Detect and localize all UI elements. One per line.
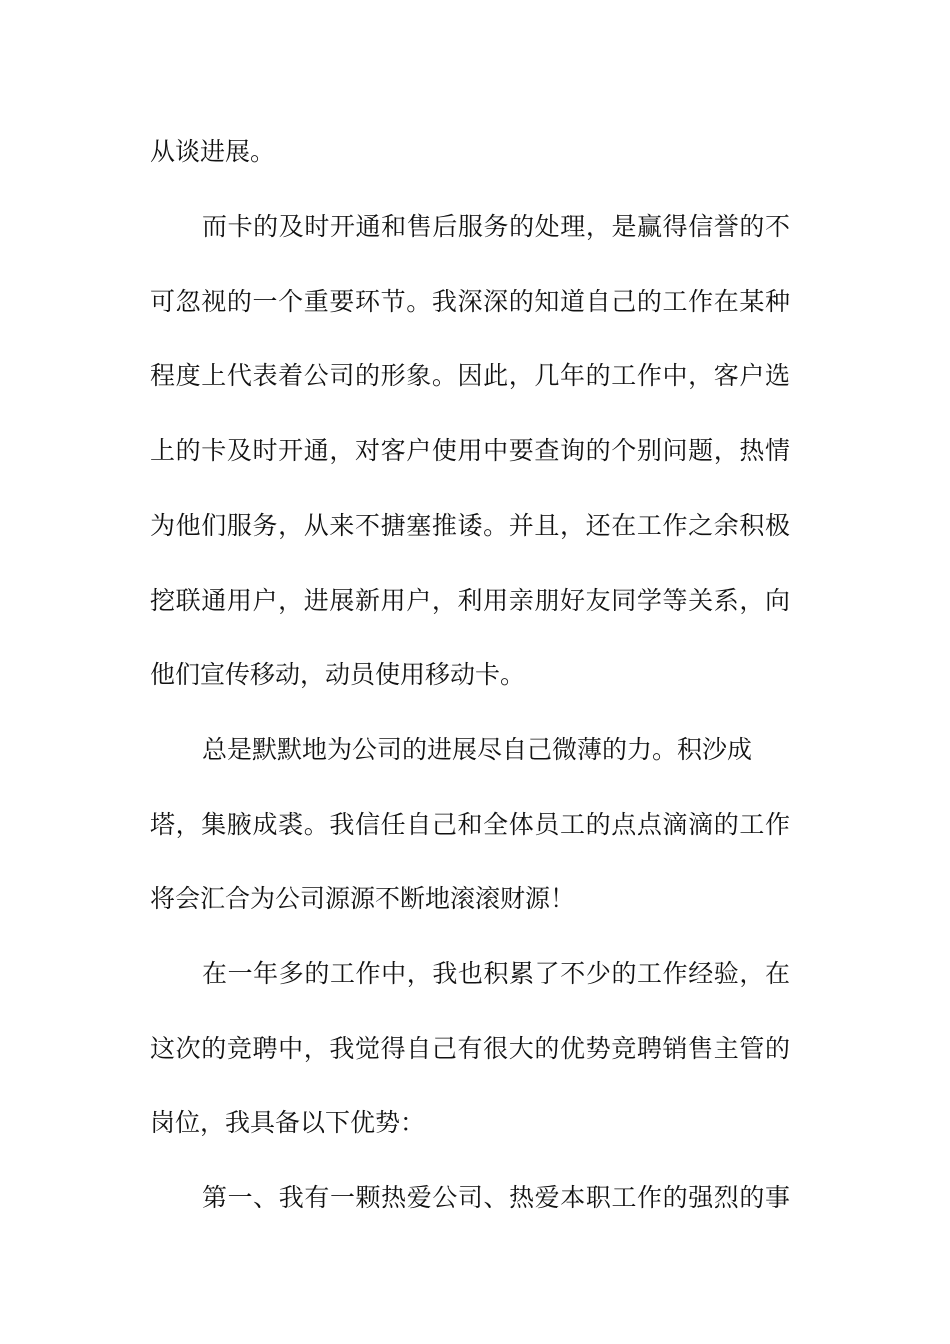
text-line: 他们宣传移动，动员使用移动卡。 bbox=[150, 660, 526, 689]
paragraph-first-line: 总是默默地为公司的进展尽自己微薄的力。积沙成 bbox=[202, 735, 753, 764]
text-line: 程度上代表着公司的形象。因此，几年的工作中，客户选 bbox=[150, 361, 790, 390]
text-line: 从谈进展。 bbox=[150, 137, 276, 166]
paragraph-first-line: 在一年多的工作中，我也积累了不少的工作经验，在 bbox=[202, 959, 790, 988]
text-line: 可忽视的一个重要环节。我深深的知道自己的工作在某种 bbox=[150, 287, 790, 316]
text-line: 塔，集腋成裘。我信任自己和全体员工的点点滴滴的工作 bbox=[150, 810, 790, 839]
paragraph-first-line: 而卡的及时开通和售后服务的处理，是赢得信誉的不 bbox=[202, 212, 790, 241]
paragraph-first-line: 第一、我有一颗热爱公司、热爱本职工作的强烈的事 bbox=[202, 1183, 790, 1212]
text-line: 岗位，我具备以下优势： bbox=[150, 1108, 426, 1137]
text-line: 上的卡及时开通，对客户使用中要查询的个别问题，热情 bbox=[150, 436, 790, 465]
text-line: 将会汇合为公司源源不断地滚滚财源！ bbox=[150, 884, 576, 913]
text-line: 挖联通用户，进展新用户，利用亲朋好友同学等关系，向 bbox=[150, 586, 790, 615]
text-line: 这次的竞聘中，我觉得自己有很大的优势竞聘销售主管的 bbox=[150, 1034, 790, 1063]
text-line: 为他们服务，从来不搪塞推诿。并且，还在工作之余积极 bbox=[150, 511, 790, 540]
